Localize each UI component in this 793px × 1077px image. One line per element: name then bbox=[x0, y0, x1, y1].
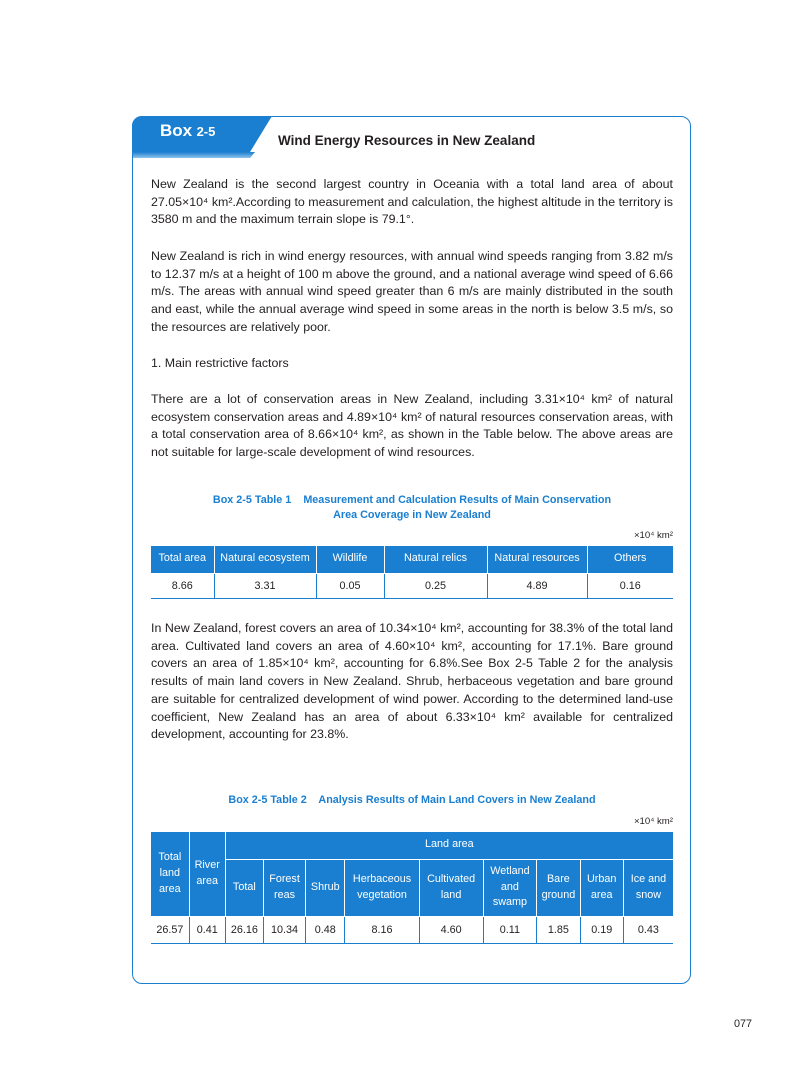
table1-cell: 0.16 bbox=[619, 579, 641, 592]
table2-subheader: Herbaceous vegetation bbox=[345, 859, 419, 916]
table1-caption-line1: Measurement and Calculation Results of Main Conservation bbox=[303, 494, 612, 506]
table-row bbox=[151, 916, 673, 943]
table2-caption bbox=[151, 793, 673, 808]
table2-cell: 4.60 bbox=[419, 916, 483, 943]
table1-header: Natural relics bbox=[384, 546, 487, 573]
table2-subheader: Total bbox=[225, 859, 263, 916]
table2-header-row-1 bbox=[151, 832, 673, 859]
table-row bbox=[151, 573, 673, 598]
table2-subheader: Bare ground bbox=[537, 859, 580, 916]
table2-cell: 0.19 bbox=[580, 916, 623, 943]
page-number: 077 bbox=[734, 1018, 753, 1030]
table2-cell: 8.16 bbox=[345, 916, 419, 943]
table2-cell: 10.34 bbox=[263, 916, 305, 943]
table2-caption-prefix: Box 2-5 Table 2 bbox=[228, 794, 307, 806]
table2-cell: 0.41 bbox=[189, 916, 225, 943]
conservation-table bbox=[151, 546, 673, 599]
table2-subheader: Forest reas bbox=[263, 859, 305, 916]
table2-cell: 0.48 bbox=[306, 916, 345, 943]
paragraph-1: New Zealand is the second largest country in Oceania with a total land area of about 27.05×10⁴ km².According to measurement and calculation, the highest altitude in the territory is 3580 m and the maximum terrain slope is 79.1°. bbox=[151, 177, 673, 227]
table1-caption-prefix: Box 2-5 Table 1 bbox=[212, 494, 292, 506]
table2-cell: 1.85 bbox=[537, 916, 580, 943]
table1-cell: 3.31 bbox=[214, 573, 316, 598]
table2-header-row-2 bbox=[151, 859, 673, 916]
table2-header-river: River area bbox=[189, 832, 225, 916]
table2-cell: 0.11 bbox=[483, 916, 537, 943]
box-tab-tail bbox=[250, 116, 272, 152]
box-label-main: Box bbox=[160, 121, 193, 140]
table2-subheader: Ice and snow bbox=[623, 859, 673, 916]
table1-header: Wildlife bbox=[316, 546, 384, 573]
table1-cell: 8.66 bbox=[151, 573, 214, 598]
section-heading: 1. Main restrictive factors bbox=[151, 356, 289, 370]
table2-subheader: Shrub bbox=[306, 859, 345, 916]
paragraph-4: In New Zealand, forest covers an area of 10.34×10⁴ km², accounting for 38.3% of the total land area. Cultivated land covers an area of 4.60×10⁴ km², accounting for 17.1%. Bare ground covers an area of 1.85×10⁴ km², accounting for 6.8%.See Box 2-5 Table 2 for the analysis results of main land covers in New Zealand. Shrub, herbaceous vegetation and bare ground are suitable for centralized development of wind power. According to the determined land-use coefficient, New Zealand has an area of about 6.33×10⁴ km² available for centralized development, accounting for 23.8%. bbox=[151, 621, 673, 742]
land-cover-table bbox=[151, 832, 673, 944]
table1-cell: 0.05 bbox=[316, 573, 384, 598]
table2-cell: 26.57 bbox=[151, 916, 189, 943]
table2-subheader: Cultivated land bbox=[419, 859, 483, 916]
table2-subheader: Wetland and swamp bbox=[483, 859, 537, 916]
paragraph-2: New Zealand is rich in wind energy resources, with annual wind speeds ranging from 3.82 m/s to 12.37 m/s at a height of 100 m above the ground, and a national average wind speed of 6.66 m/s. The areas with annual wind speed greater than 6 m/s are mainly distributed in the south and east, while the annual average wind speed in some areas in the north is below 3.5 m/s, so the resources are relatively poor. bbox=[151, 249, 673, 334]
table1-header: Total area bbox=[151, 546, 214, 573]
table1-cell: 4.89 bbox=[487, 573, 587, 598]
table1-cell: 0.25 bbox=[384, 573, 487, 598]
table1-caption-line2: Area Coverage in New Zealand bbox=[333, 508, 491, 521]
box-label bbox=[160, 121, 215, 141]
table2-cell: 26.16 bbox=[225, 916, 263, 943]
paragraph-3: There are a lot of conservation areas in New Zealand, including 3.31×10⁴ km² of natural ecosystem conservation areas and 4.89×10⁴ km² of natural resources conservation areas, with a total conservation area of 8.66×10⁴ km², as shown in the Table below. The above areas are not suitable for large-scale development of wind resources. bbox=[151, 392, 673, 460]
table1-header-row bbox=[151, 546, 673, 573]
table1-unit: ×10⁴ km² bbox=[633, 530, 673, 541]
table2-cell: 0.43 bbox=[637, 923, 659, 936]
box-label-number: 2-5 bbox=[196, 124, 216, 139]
table1-caption bbox=[151, 493, 673, 522]
box-title: Wind Energy Resources in New Zealand bbox=[278, 133, 536, 148]
table2-caption-text: Analysis Results of Main Land Covers in New Zealand bbox=[318, 794, 596, 806]
table1-header: Natural ecosystem bbox=[214, 546, 316, 573]
box-tab-strip bbox=[133, 152, 255, 158]
table2-header-land-area: Land area bbox=[225, 832, 673, 859]
table2-subheader: Urban area bbox=[580, 859, 623, 916]
table2-unit: ×10⁴ km² bbox=[633, 816, 673, 827]
table1-header: Natural resources bbox=[487, 546, 587, 573]
table1-header: Others bbox=[587, 546, 673, 573]
table2-header-total-land: Total land area bbox=[151, 832, 189, 916]
